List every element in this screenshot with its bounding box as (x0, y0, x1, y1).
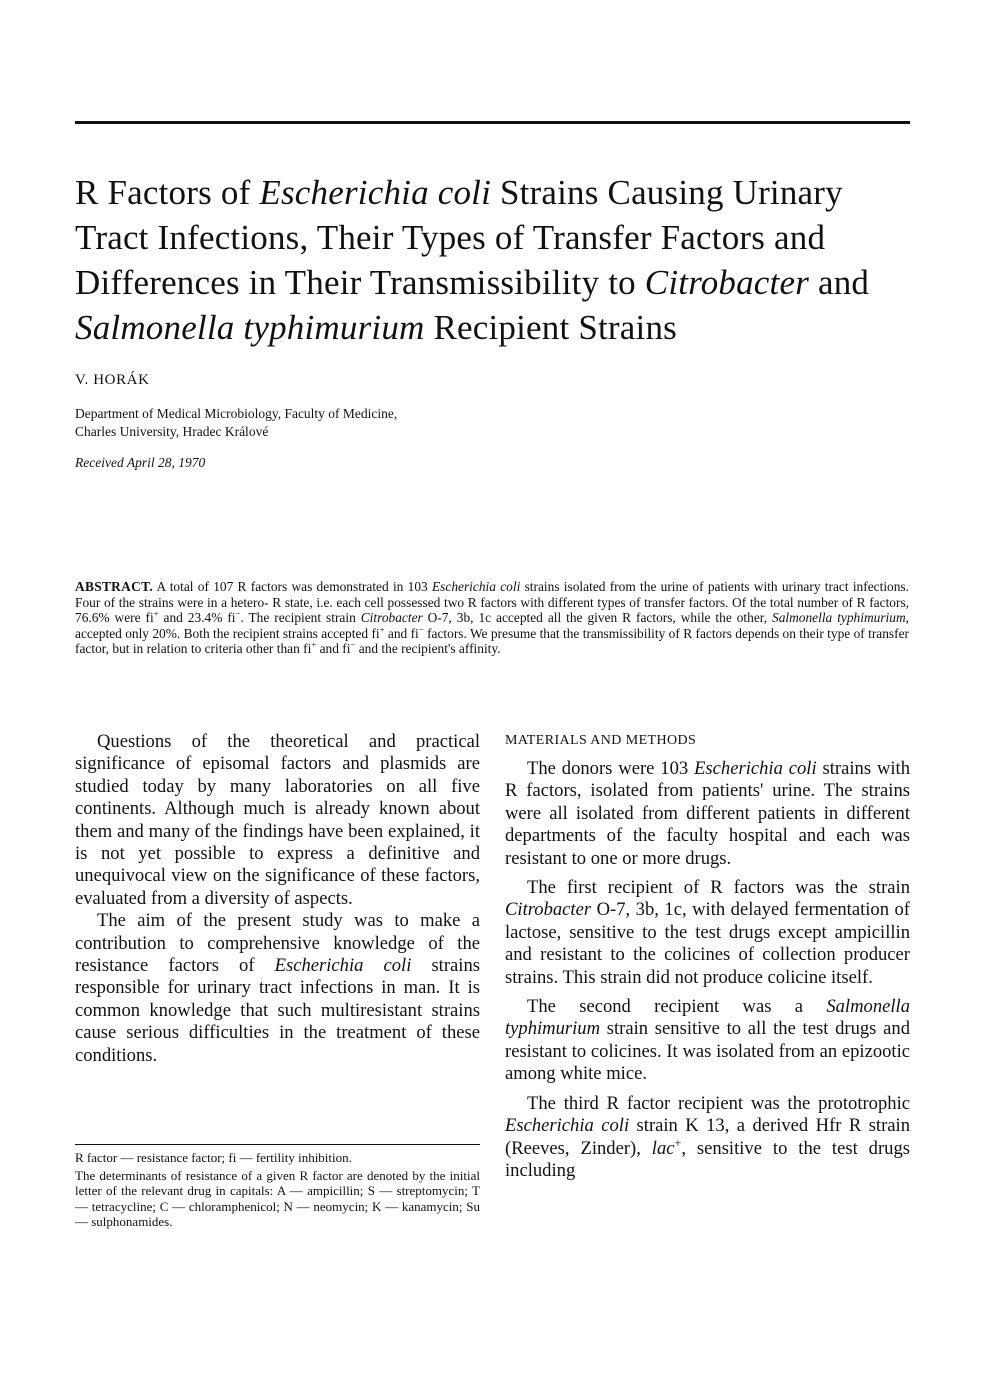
received-date: Received April 28, 1970 (75, 455, 206, 470)
body-paragraph: The donors were 103 Escherichia coli strains with R factors, isolated from patients' urine. The strains were all isolated from different patients in different departments of the faculty hospital and each was resistant to one or more drugs. (505, 758, 910, 869)
footnote: R factor — resistance factor; fi — fertility inhibition. (75, 1150, 352, 1165)
body-paragraph: The first recipient of R factors was the strain Citrobacter O-7, 3b, 1c, with delayed fermentation of lactose, sensitive to the test drugs except ampicillin and resistant to the colicines of collection producer strains. This strain did not produce colicine itself. (505, 877, 910, 988)
abstract-label: ABSTRACT. (75, 579, 153, 594)
footnote-rule (75, 1144, 480, 1145)
author-affiliation (75, 405, 595, 441)
abstract: ABSTRACT. A total of 107 R factors was demonstrated in 103 Escherichia coli strains isolated from the urine of patients with urinary tract infections. Four of the strains were in a hetero- R state, i.e. each cell possessed two R factors with different types of transfer factors. Of the total number of R factors, 76.6% were fi+ and 23.4% fi−. The recipient strain Citrobacter O-7, 3b, 1c accepted all the given R factors, while the other, Salmonella typhimurium, accepted only 20%. Both the recipient strains accepted fi+ and fi− factors. We presume that the transmissibility of R factors depends on their type of transfer factor, but in relation to criteria other than fi+ and fi− and the recipient's affinity. (75, 579, 909, 657)
affiliation-line: Charles University, Hradec Králové (75, 424, 269, 439)
body-paragraph: Questions of the theoretical and practical significance of episomal factors and plasmids are studied today by many laboratories on all five continents. Although much is already known about them and many of the findings have been explained, it is not yet possible to express a definitive and unequivocal view on the significance of these factors, evaluated from a diversity of aspects. (75, 731, 480, 909)
body-paragraph: The aim of the present study was to make a contribution to comprehensive knowledge of the resistance factors of Escherichia coli strains responsible for urinary tract infections in man. It is common knowledge that such multiresistant strains cause serious difficulties in the treatment of these conditions. (75, 910, 480, 1066)
footnotes (75, 1150, 480, 1232)
section-heading: MATERIALS AND METHODS (505, 733, 697, 748)
right-column (505, 731, 910, 1182)
body-paragraph: The third R factor recipient was the prototrophic Escherichia coli strain K 13, a derived Hfr R strain (Reeves, Zinder), lac+, sensitive to the test drugs including (505, 1092, 911, 1181)
left-column (75, 731, 480, 1067)
body-paragraph: The second recipient was a Salmonella typhimurium strain sensitive to all the test drugs and resistant to colicines. It was isolated from an epizootic among white mice. (505, 996, 910, 1085)
top-rule (75, 121, 910, 124)
author-name: V. HORÁK (75, 372, 150, 388)
article-title: R Factors of Escherichia coli Strains Causing Urinary Tract Infections, Their Types of Transfer Factors and Differences in Their Transmissibility to Citrobacter and Salmonella typhimurium Recipient Strains (75, 173, 870, 347)
footnote: The determinants of resistance of a given R factor are denoted by the initial letter of the relevant drug in capitals: A — ampicillin; S — streptomycin; T — tetracycline; C — chloramphenicol; N — neomycin; K — kanamycin; Su — sulphonamides. (75, 1167, 480, 1230)
affiliation-line: Department of Medical Microbiology, Faculty of Medicine, (75, 406, 398, 421)
